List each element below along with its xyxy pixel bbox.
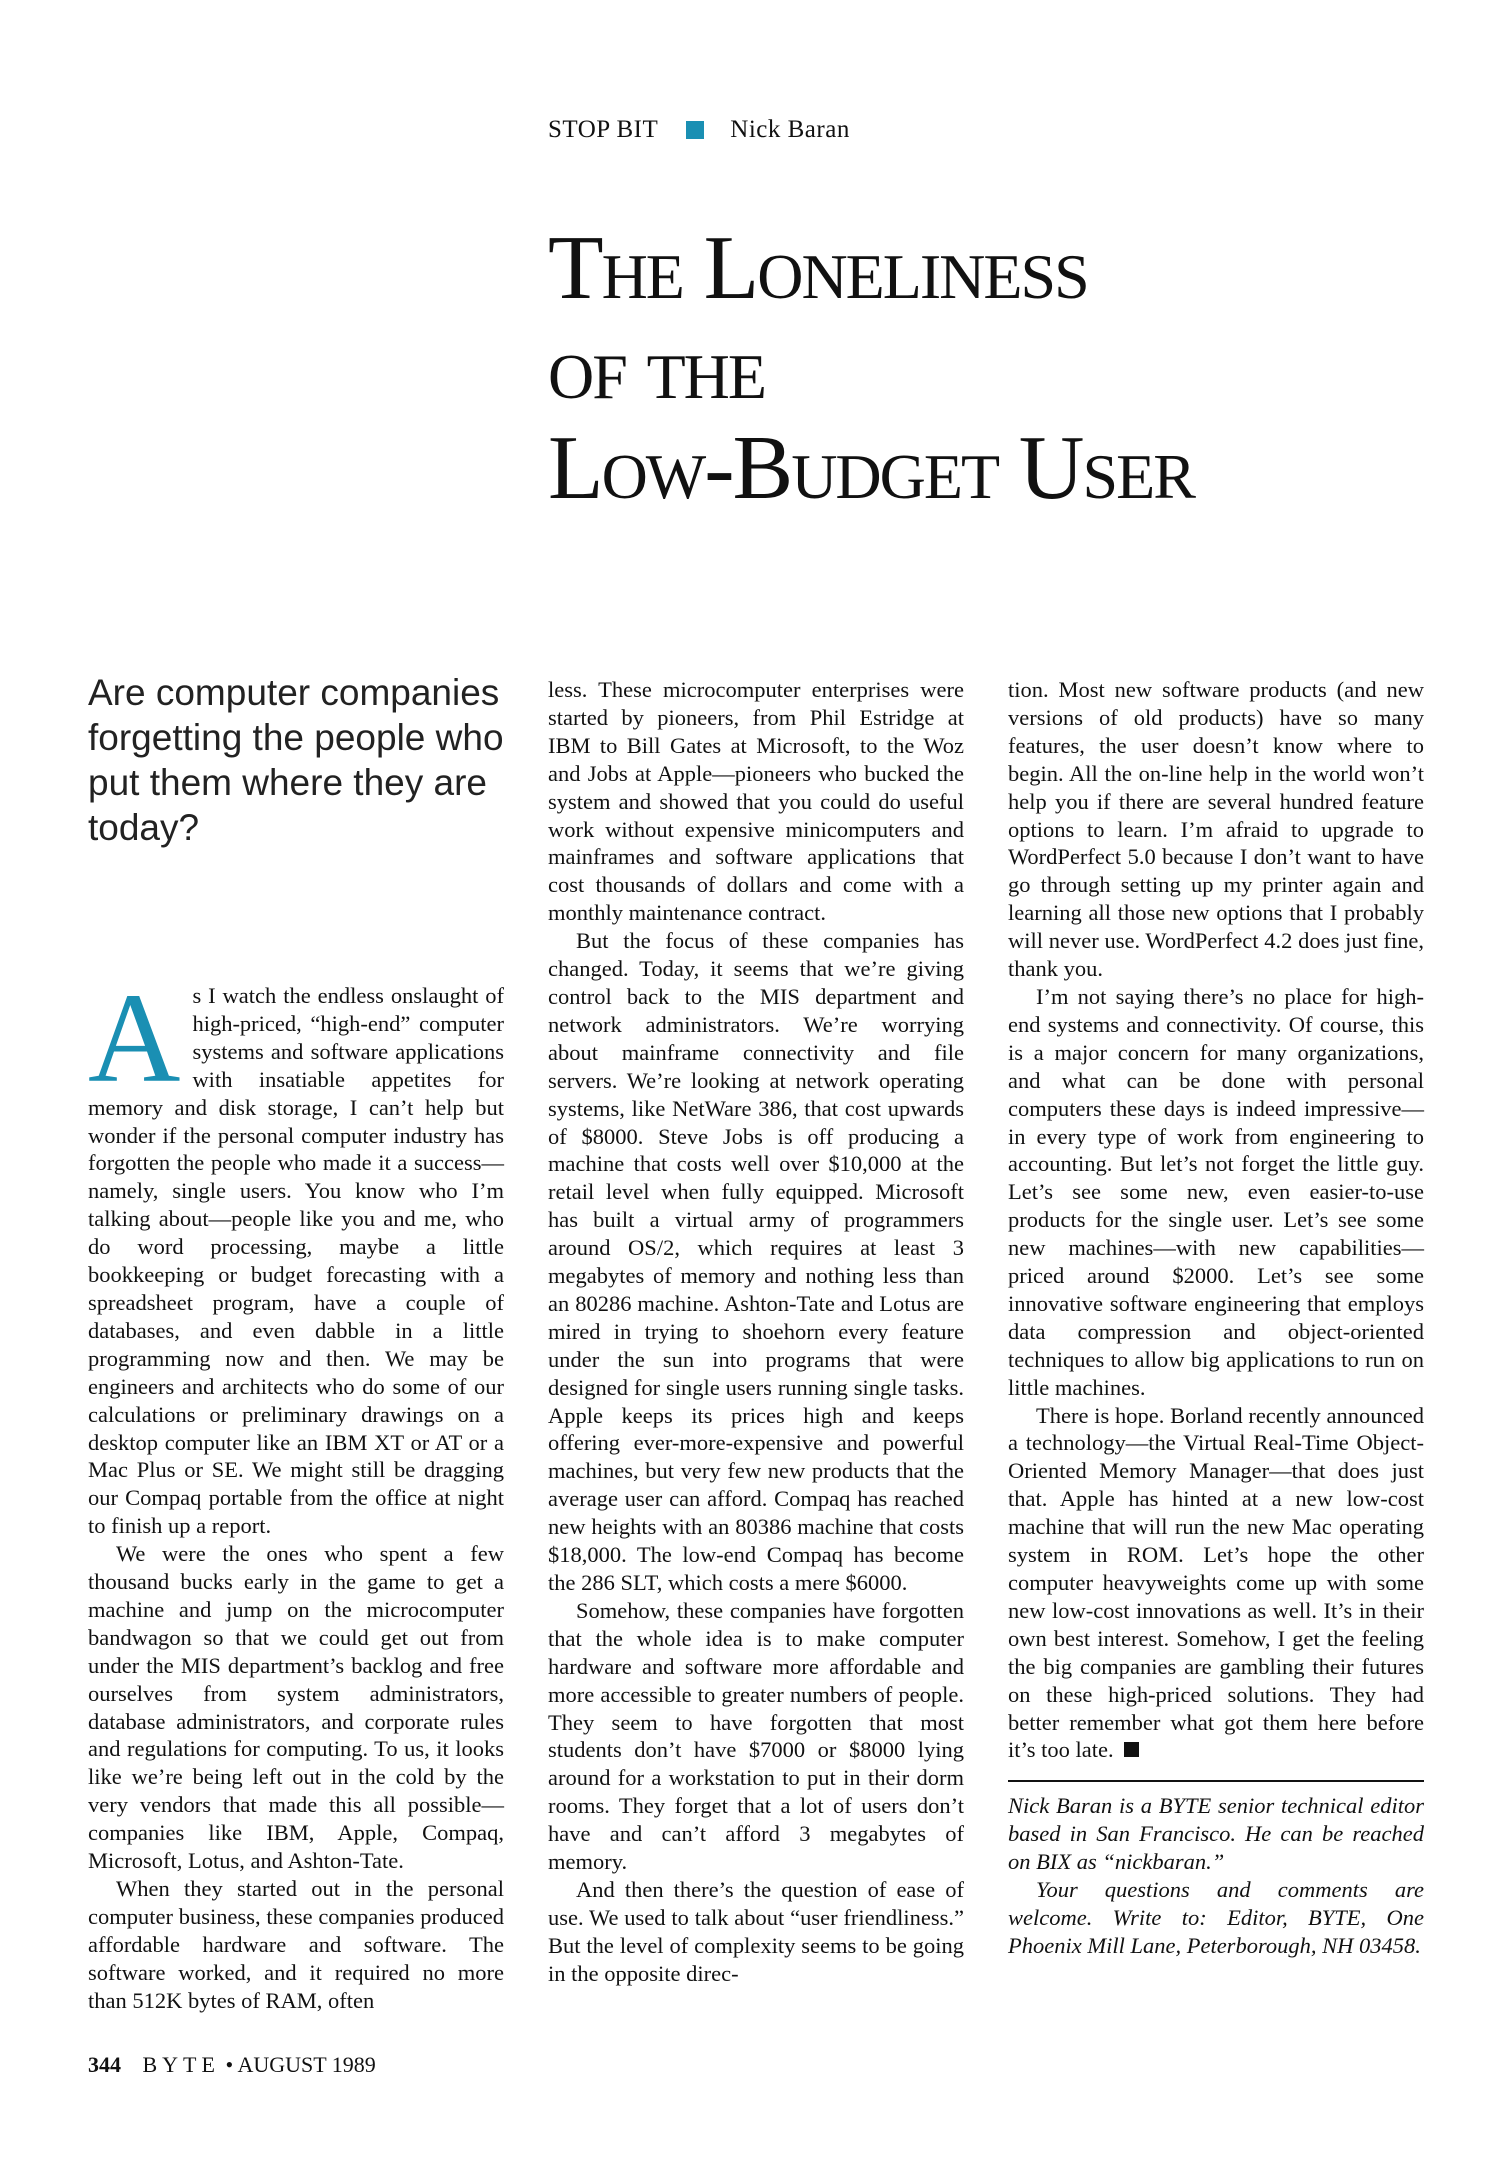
paragraph: less. These microcomputer enterprises were started by pioneers, from Phil Estridge at IBM to Bill Gates at Microsoft, to the Woz and Jobs at Apple—pioneers who bucked the system and showed that you could do useful work without expensive minicomputers and mainframes and software applications that cost thousands of dollars and come with a monthly maintenance contract.	[548, 677, 964, 926]
paragraph: And then there’s the question of ease of use. We used to talk about “user friendliness.” But the level of complexity seems to be going in the opposite direc-	[548, 1876, 964, 1986]
headline-line-3: Low-Budget User	[548, 417, 1194, 518]
drop-cap: A	[88, 967, 181, 1109]
page-footer	[88, 2052, 376, 2078]
footer-separator: •	[225, 2052, 234, 2077]
page-number: 344	[88, 2052, 121, 2077]
issue-date: AUGUST 1989	[237, 2052, 376, 2077]
paragraph: tion. Most new software products (and new versions of old products) have so many features, the user doesn’t know where to begin. All the on-line help in the world won’t help you if there are several hundred feature options to learn. I’m afraid to upgrade to WordPerfect 5.0 because I don’t want to have go through setting up my printer again and learning all those new options that I probably will never use. WordPerfect 4.2 does just fine, thank you.	[1008, 677, 1424, 982]
section-label: STOP BIT	[548, 116, 659, 143]
paragraph: There is hope. Borland recently announced a technology—the Virtual Real-Time Object-Oriented Memory Manager—that does just that. Apple has hinted at a new low-cost machine that will run the new Mac operating system in ROM. Let’s hope the other computer heavyweights come up with some new low-cost innovations as well. It’s in their own best interest. Somehow, I get the feeling the big companies are gambling their futures on these high-priced solutions. They had better remember what got them here before it’s too late.	[1008, 1402, 1424, 1763]
bullet-square-icon	[686, 121, 704, 139]
article-deck: Are computer companies forgetting the people who put them where they are today?	[88, 672, 504, 848]
headline-line-2: of the	[548, 317, 765, 418]
paragraph: As I watch the endless onslaught of high-priced, “high-end” computer systems and software applications with insatiable appetites for memory and disk storage, I can’t help but wonder if the personal computer industry has forgotten the people who made it a success—namely, single users. You know who I’m talking about—people like you and me, who do word processing, maybe a little bookkeeping or budget forecasting with a spreadsheet program, have a couple of databases, and even dabble in a little programming now and then. We may be engineers and architects who do some of our calculations or preliminary drawings on a desktop computer like an IBM XT or AT or a Mac Plus or SE. We might still be dragging our Compaq portable from the office at night to finish up a report.	[88, 967, 504, 1539]
paragraph: I’m not saying there’s no place for high-end systems and connectivity. Of course, this is a major concern for many organizations, and what can be done with personal computers these days is indeed impressive—in every type of work from engineering to accounting. But let’s not forget the little guy. Let’s see some new, even easier-to-use products for the single user. Let’s see some new machines—with new capabilities—priced around $2000. Let’s see some innovative software engineering that employs data compression and object-oriented techniques to allow big applications to run on little machines.	[1008, 983, 1424, 1400]
article-headline	[548, 218, 1194, 518]
bio-paragraph: Nick Baran is a BYTE senior technical editor based in San Francisco. He can be reached on BIX as “nickbaran.”	[1008, 1793, 1424, 1875]
paragraph: Somehow, these companies have forgotten that the whole idea is to make computer hardware and software more affordable and more accessible to greater numbers of people. They seem to have forgotten that most students don’t have $7000 or $8000 lying around for a workstation to put in their dorm rooms. They forget that a lot of users don’t have and can’t afford 3 megabytes of memory.	[548, 1597, 964, 1875]
magazine-name: BYTE	[142, 2052, 220, 2077]
paragraph: When they started out in the personal computer business, these companies produced affordable hardware and software. The software worked, and it required no more than 512K bytes of RAM, often	[88, 1876, 504, 2013]
body-column-3	[1008, 676, 1424, 1960]
headline-line-1: The Loneliness	[548, 217, 1088, 318]
contact-paragraph: Your questions and comments are welcome. Write to: Editor, BYTE, One Phoenix Mill Lane, Peterborough, NH 03458.	[1008, 1877, 1424, 1958]
end-mark-icon	[1124, 1742, 1139, 1757]
paragraph: We were the ones who spent a few thousand bucks early in the game to get a machine and jump on the microcomputer bandwagon so that we could get out from under the MIS department’s backlog and free ourselves from system administrators, database administrators, and corporate rules and regulations for computing. To us, it looks like we’re being left out in the cold by the very vendors that made this all possible—companies like IBM, Apple, Compaq, Microsoft, Lotus, and Ashton-Tate.	[88, 1541, 504, 1874]
body-column-1	[88, 967, 504, 2015]
author-bio	[1008, 1780, 1424, 1959]
paragraph: But the focus of these companies has changed. Today, it seems that we’re giving control back to the MIS department and network administrators. We’re worrying about mainframe connectivity and file servers. We’re looking at network operating systems, like NetWare 386, that cost upwards of $8000. Steve Jobs is off producing a machine that costs well over $10,000 at the retail level when fully equipped. Microsoft has built a virtual army of programmers around OS/2, which requires at least 3 megabytes of memory and nothing less than an 80286 machine. Ashton-Tate and Lotus are mired in trying to shoehorn every feature under the sun into programs that were designed for single users running single tasks. Apple keeps its prices high and keeps offering ever-more-expensive and powerful machines, but very few new products that the average user can afford. Compaq has reached new heights with an 80386 machine that costs $18,000. The low-end Compaq has become the 286 SLT, which costs a mere $6000.	[548, 928, 964, 1595]
column-kicker	[548, 116, 850, 144]
body-column-2	[548, 676, 964, 1988]
author-byline: Nick Baran	[730, 116, 850, 143]
